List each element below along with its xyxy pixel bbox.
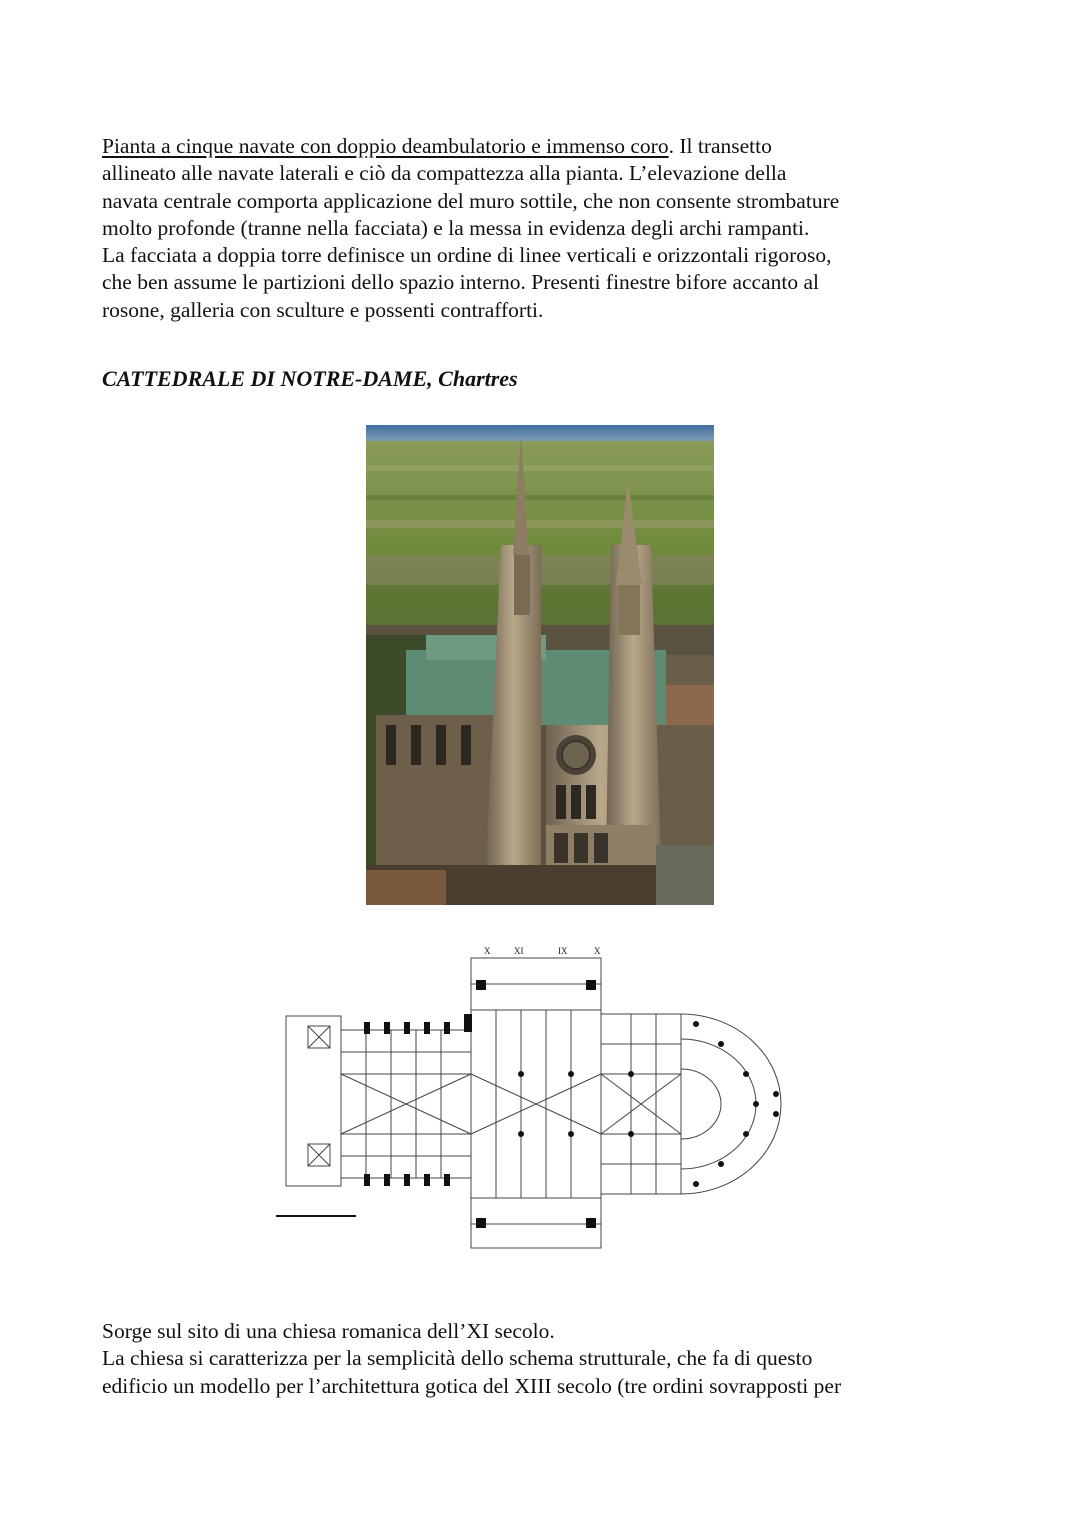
paragraph-line: Sorge sul sito di una chiesa romanica dell’XI secolo. [102, 1319, 555, 1343]
floor-plan-diagram [276, 944, 800, 1260]
paragraph-line: rosone, galleria con sculture e possenti contrafforti. [102, 297, 544, 322]
paragraph-line: La chiesa si caratterizza per la semplicità dello schema strutturale, che fa di questo [102, 1346, 813, 1371]
paragraph-line: navata centrale comporta applicazione del muro sottile, che non consente strombature [102, 188, 840, 213]
paragraph-line: molto profonde (tranne nella facciata) e la messa in evidenza degli archi rampanti. [102, 215, 810, 240]
paragraph-line: edificio un modello per l’architettura gotica del XIII secolo (tre ordini sovrapposti per [102, 1373, 842, 1398]
intro-paragraph [102, 133, 1002, 324]
description-paragraph [102, 1318, 1002, 1400]
paragraph-line: allineato alle navate laterali e ciò da compattezza alla pianta. L’elevazione della [102, 161, 787, 186]
underlined-lead-text: Pianta a cinque navate con doppio deambulatorio e immenso coro [102, 134, 669, 158]
bay-numeral: X [594, 946, 601, 956]
cathedral-photo [366, 425, 714, 905]
section-heading: CATTEDRALE DI NOTRE-DAME, Chartres [102, 366, 518, 391]
paragraph-line [102, 133, 1002, 160]
line-continuation: . Il transetto [668, 134, 772, 158]
paragraph-line: La facciata a doppia torre definisce un ordine di linee verticali e orizzontali rigoroso, [102, 243, 832, 268]
paragraph-line: che ben assume le partizioni dello spazio interno. Presenti finestre bifore accanto al [102, 270, 819, 295]
bay-numeral: XI [514, 946, 524, 956]
bay-numeral: X [484, 946, 491, 956]
bay-numeral: IX [558, 946, 568, 956]
